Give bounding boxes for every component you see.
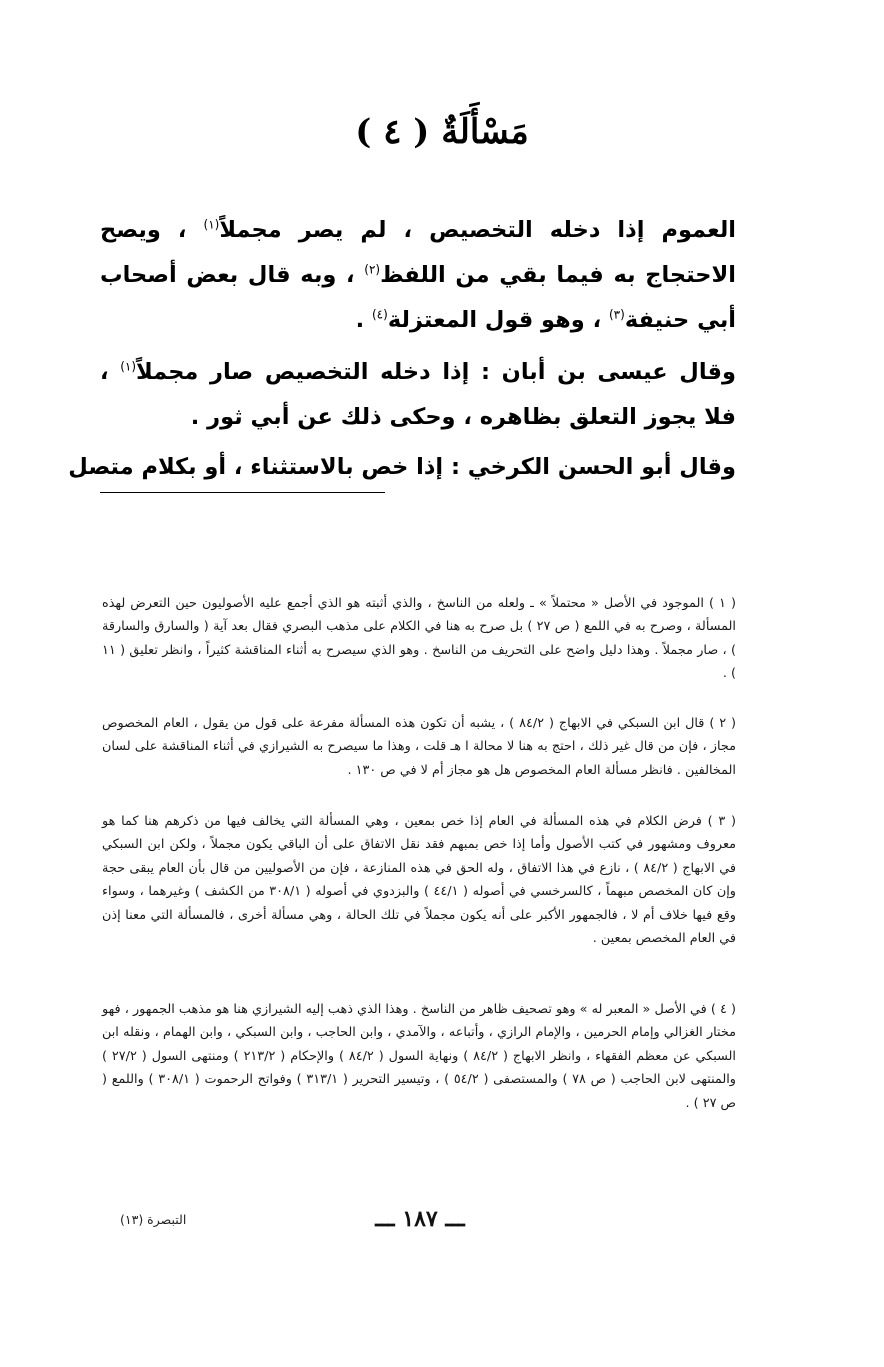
footnote-ref: (١) bbox=[203, 217, 220, 232]
footnote-ref: (٤) bbox=[371, 307, 388, 322]
footnote-ref: (٣) bbox=[608, 307, 625, 322]
page-title: مَسْأَلَةٌ ( ٤ ) bbox=[355, 112, 529, 152]
p2-text: ، فلا يجوز التعلق بظاهره ، وحكى ذلك عن أبي ثور . bbox=[100, 359, 736, 430]
p1-text: العموم إذا دخله التخصيص ، لم يصر مجملاً bbox=[219, 217, 737, 243]
footnote-4: ( ٤ ) في الأصل « المعبر له » وهو تصحيف ظاهر من الناسخ . وهذا الذي ذهب إليه الشيرازي هنا هو مذهب الجمهور ، فهو مختار الغزالي وإمام الحرمين ، والإمام الرازي ، وأتباعه ، والآمدي ، وابن الحاجب ، وابن السبكي ، وابن الهمام ، ونقله ابن السبكي عن معظم الفقهاء ، وانظر الابهاج ( ٨٤/٢ ) ونهاية السول ( ٨٤/٢ ) والإحكام ( ٢١٣/٢ ) ومنتهى السول ( ٢٧/٢ ) والمنتهى لابن الحاجب ( ص ٧٨ ) والمستصفى ( ٥٤/٢ ) ، وتيسير التحرير ( ٣١٣/١ ) وفواتح الرحموت ( ٣٠٨/١ ) واللمع ( ص ٢٧ ) . bbox=[102, 1002, 737, 1111]
footnote-ref: (١) bbox=[120, 359, 137, 374]
footnote-3: ( ٣ ) فرض الكلام في هذه المسألة في العام إذا خص بمعين ، وهي المسألة التي يخالف فيها من ذكرهم هنا كما هو معروف ومشهور في كتب الأصول وأما إذا خص بمبهم فقد نقل الاتفاق على أن الباقي يكون مجملاً ، ولكن ابن السبكي في الابهاج ( ٨٤/٢ ) ، نازع في هذا الاتفاق ، وله الحق في هذه المنازعة ، فإن من الأصوليين من قال بأن العام يبقى حجة وإن كان المخصص مبهماً ، كالسرخسي في أصوله ( ٤٤/١ ) والبزدوي في أصوله ( ٣٠٨/١ من الكشف ) وغيرهما ، وسواء وقع فيها خلاف أم لا ، فالجمهور الأكبر على أنه يكون مجملاً في تلك الحالة ، وهي مسألة أخرى ، فالمسألة التي معنا إذن في العام المخصص بمعين . bbox=[102, 814, 737, 947]
footnote-2: ( ٢ ) قال ابن السبكي في الابهاج ( ٨٤/٢ ) ، يشبه أن تكون هذه المسألة مفرعة على قول من يقول ، العام المخصوص مجاز ، فإن من قال غير ذلك ، احتج به هنا لا محالة ا هـ قلت ، وهذا ما سيصرح به الشيرازي في أثناء المناقشة على لسان المخالفين . فانظر مسألة العام المخصوص هل هو مجاز أم لا في ص ١٣٠ . bbox=[102, 716, 737, 778]
p1-text: . bbox=[355, 307, 365, 333]
main-paragraph-3 bbox=[68, 445, 736, 490]
p2-text: وقال عيسى بن أبان : إذا دخله التخصيص صار مجملاً bbox=[136, 359, 736, 385]
footnote-separator bbox=[100, 492, 385, 493]
p3-text: وقال أبو الحسن الكرخي : إذا خص بالاستثناء ، أو بكلام متصل bbox=[68, 454, 736, 480]
main-paragraph-1 bbox=[100, 208, 736, 343]
footnote-ref: (٢) bbox=[364, 262, 381, 277]
p1-text: ، وهو قول المعتزلة bbox=[387, 307, 602, 333]
main-paragraph-2 bbox=[100, 350, 736, 440]
p1-text: ، وبه قال بعض أصحاب أبي حنيفة bbox=[100, 262, 736, 333]
book-signature: التبصرة (١٣) bbox=[120, 1212, 187, 1227]
page-number: ـــ ١٨٧ ـــ bbox=[375, 1206, 465, 1232]
p1-text: ، ويصح الاحتجاج به فيما بقي من اللفظ bbox=[100, 217, 736, 288]
footnote-1: ( ١ ) الموجود في الأصل « محتملاً » ـ ولعله من الناسخ ، والذي أثبته هو الذي أجمع عليه الأصوليون حين التعرض لهذه المسألة ، وصرح به في اللمع ( ص ٢٧ ) بل صرح به هنا في الكلام على مذهب البصري فقال بعد آية ( والسارق والسارقة ) ، صار مجملاً . وهذا دليل واضح على التحريف من الناسخ . وهو الذي سيصرح به أثناء المناقشة كثيراً ، وانظر تعليق ( ١١ ) . bbox=[102, 596, 736, 682]
